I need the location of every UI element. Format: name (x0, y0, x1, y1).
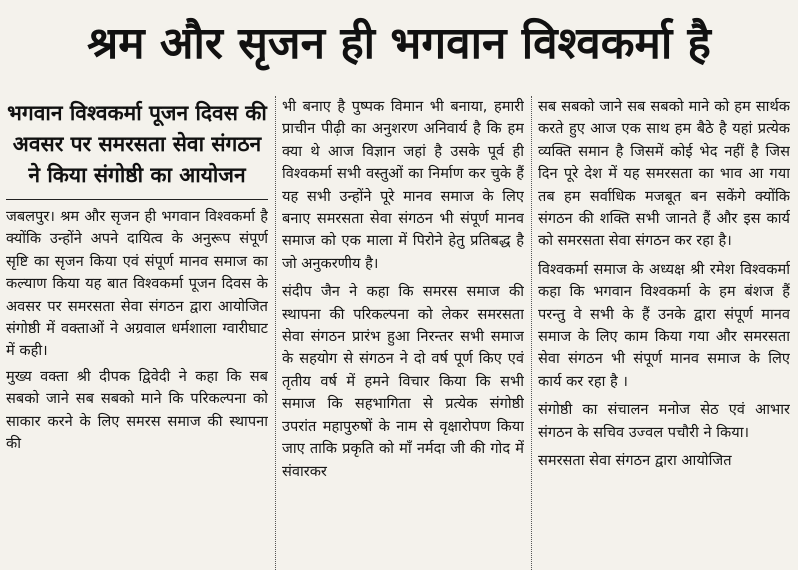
paragraph: मुख्य वक्ता श्री दीपक द्विवेदी ने कहा कि सब सबको जाने सब सबको माने कि परिकल्पना को साकार करने के लिए समरस समाज की स्थापना की (6, 367, 268, 453)
paragraph: भी बनाए है पुष्पक विमान भी बनाया, हमारी प्राचीन पीढ़ी का अनुशरण अनिवार्य है कि हम क्या थे आज विज्ञान जहां है उसके पूर्व ही विश्वकर्मा सभी वस्तुओं का निर्माण कर चुके हैं यह सभी उन्होंने पूरे मानव समाज के लिए बनाए समरसता सेवा संगठन भी संपूर्ण मानव समाज को एक माला में पिरोने हेतु प्रतिबद्ध है जो अनुकरणीय है। (282, 98, 524, 272)
paragraph: विश्वकर्मा समाज के अध्यक्ष श्री रमेश विश्वकर्मा कहा कि भगवान विश्वकर्मा के हम बंशज हैं परन्तु वे सभी के हैं उनके द्वारा संपूर्ण मानव समाज के लिए काम किया गया और समरसता सेवा संगठन भी संपूर्ण मानव समाज के लिए कार्य कर रहा है । (538, 260, 790, 390)
article-column-2 (282, 96, 524, 570)
article-column-1 (6, 96, 268, 570)
paragraph: समरसता सेवा संगठन द्वारा आयोजित (538, 452, 732, 470)
paragraph: संदीप जैन ने कहा कि समरस समाज की स्थापना की परिकल्पना को लेकर समरसता सेवा संगठन प्रारंभ हुआ निरन्तर सभी समाज के सहयोग से संगठन ने दो वर्ष पूर्ण किए एवं तृतीय वर्ष में हमने विचार किया कि सभी समाज कि सहभागिता से प्रत्येक संगोष्ठी उपरांत महापुरुषों के नाम से वृक्षारोपण किया जाए ताकि प्रकृति को माँ नर्मदा जी की गोद में संवारकर (282, 283, 524, 480)
paragraph: जबलपुर। श्रम और सृजन ही भगवान विश्वकर्मा है क्योंकि उन्होंने अपने दायित्व के अनुरूप संपूर्ण सृष्टि का सृजन किया एवं संपूर्ण मानव समाज का कल्याण किया यह बात विश्वकर्मा पूजन दिवस के अवसर पर समरसता सेवा संगठन द्वारा आयोजित संगोष्ठी में वक्ताओं ने अग्रवाल धर्मशाला ग्वारीघाट में कही। (6, 208, 268, 360)
subheadline: भगवान विश्वकर्मा पूजन दिवस की अवसर पर समरसता सेवा संगठन ने किया संगोष्ठी का आयोजन (7, 101, 267, 187)
column-divider (531, 96, 532, 570)
subheadline-rule (6, 199, 268, 200)
column-divider (275, 96, 276, 570)
headline: श्रम और सृजन ही भगवान विश्वकर्मा है (87, 18, 711, 69)
paragraph: संगोष्ठी का संचालन मनोज सेठ एवं आभार संगठन के सचिव उज्वल पचौरी ने किया। (538, 401, 790, 441)
paragraph: सब सबको जाने सब सबको माने को हम सार्थक करते हुए आज एक साथ हम बैठे है यहां प्रत्येक व्यक्ति समान है जिसमें कोई भेद नहीं है जिस दिन पूरे देश में यह समरसता का भाव आ गया तब हम सर्वाधिक मजबूत बन सकेंगे क्योंकि संगठन की शक्ति सभी जानते हैं और इस कार्य को समरसता सेवा संगठन कर रहा है। (538, 98, 790, 250)
article-column-3 (538, 96, 790, 570)
